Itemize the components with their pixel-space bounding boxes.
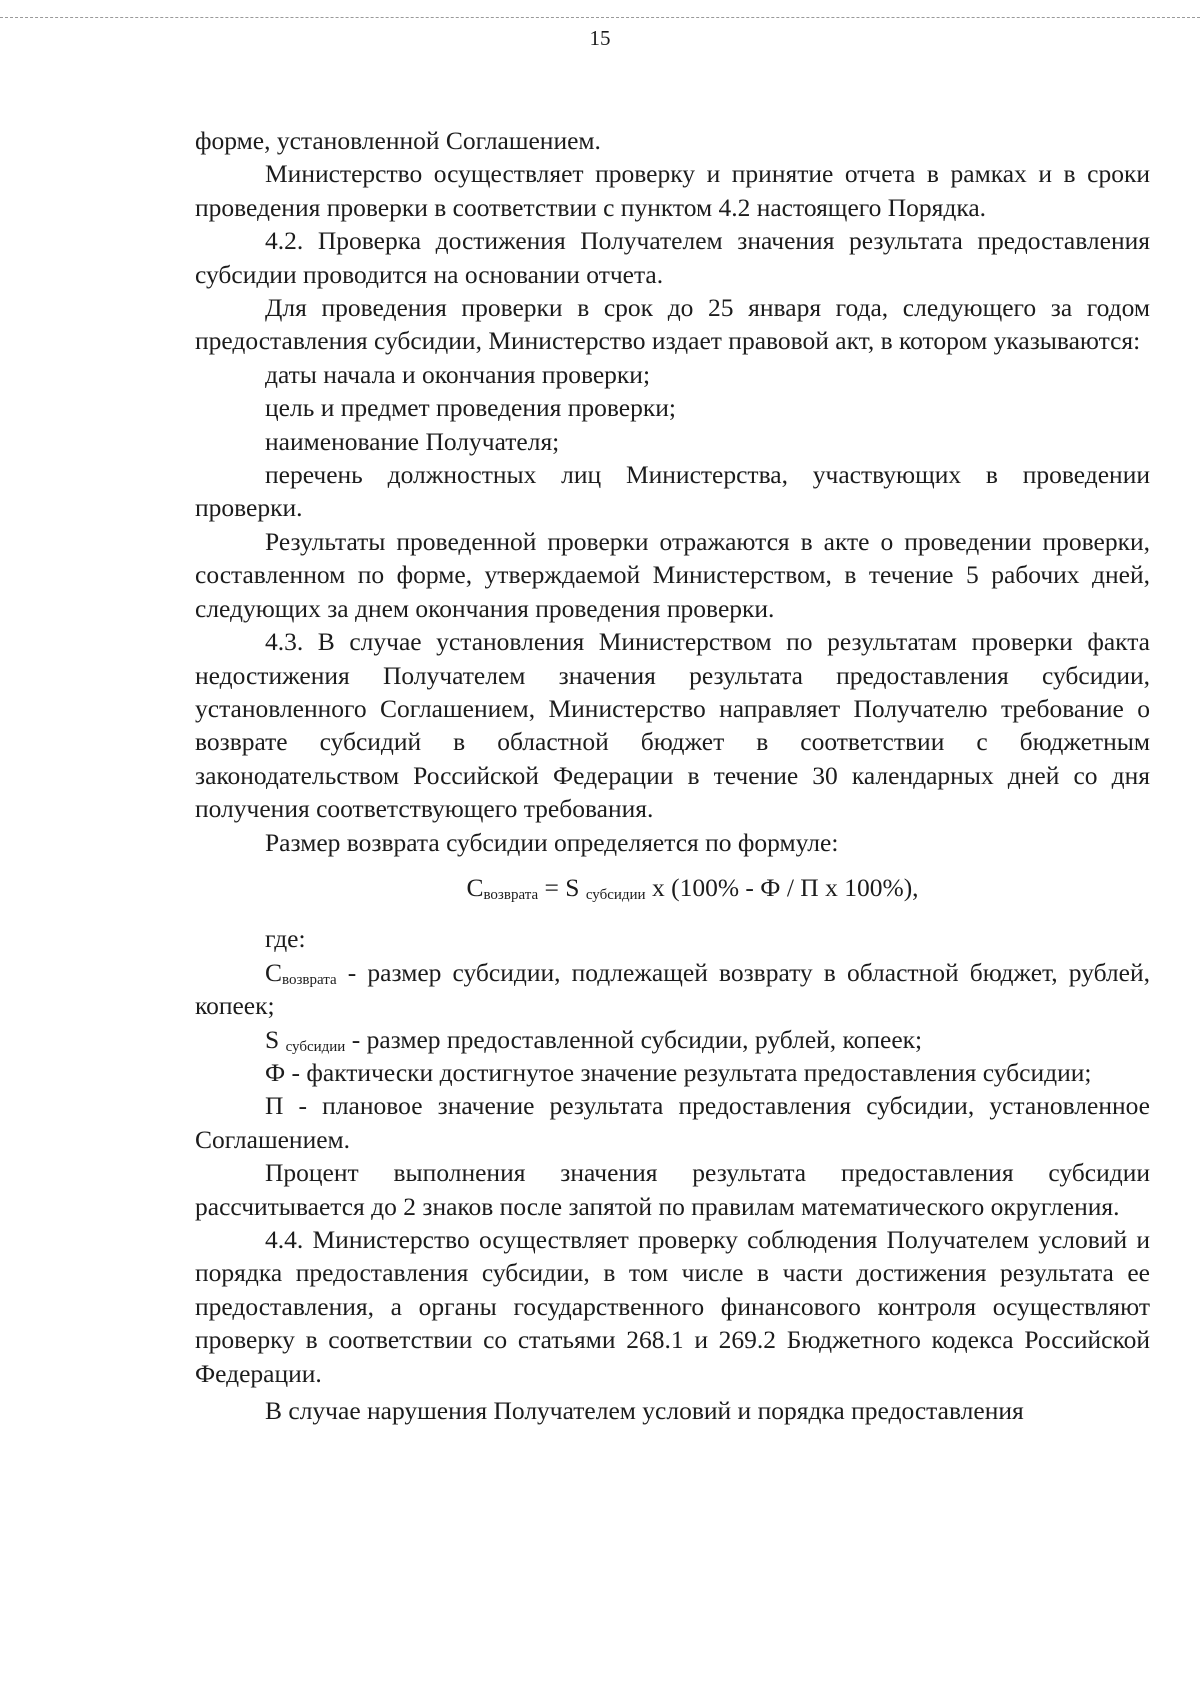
paragraph-formula-intro: Размер возврата субсидии определяется по формуле: xyxy=(265,827,839,857)
paragraph-where: где: xyxy=(265,924,306,954)
definition-c-text: - размер субсидии, подлежащей возврату в областной бюджет, рублей, копеек; xyxy=(195,957,1150,1021)
refund-formula xyxy=(195,871,1150,904)
definition-c xyxy=(195,956,1150,1023)
formula-c-symbol: С xyxy=(466,872,484,902)
formula-c-subscript: возврата xyxy=(483,886,539,903)
paragraph-legal-act: Для проведения проверки в срок до 25 января года, следующего за годом предоставления субсидии, Министерство издает правовой акт, в котором указываются: xyxy=(195,293,1150,356)
definition-c-symbol: С xyxy=(265,957,283,987)
formula-equals: = S xyxy=(538,872,586,902)
page-number: 15 xyxy=(589,26,611,50)
list-item-goal: цель и предмет проведения проверки; xyxy=(265,393,676,423)
formula-s-subscript: субсидии xyxy=(585,886,646,903)
paragraph-rounding: Процент выполнения значения результата предоставления субсидии рассчитывается до 2 знаков после запятой по правилам математического округления. xyxy=(195,1158,1150,1221)
definition-s-text: - размер предоставленной субсидии, рублей, копеек; xyxy=(345,1024,923,1054)
definition-c-subscript: возврата xyxy=(282,971,337,988)
definition-f: Ф - фактически достигнутое значение результата предоставления субсидии; xyxy=(265,1057,1092,1087)
scan-edge-line xyxy=(0,17,1200,20)
definition-s-symbol: S xyxy=(265,1024,286,1054)
paragraph-results: Результаты проведенной проверки отражаются в акте о проведении проверки, составленном по форме, утверждаемой Министерством, в течение 5 рабочих дней, следующих за днем окончания проведения проверки. xyxy=(195,526,1150,623)
paragraph-4-3: 4.3. В случае установления Министерством по результатам проверки факта недостижения Получателем значения результата предоставления субсидии, установленного Соглашением, Министерство направляет Получателю требование о возврате субсидий в областной бюджет в соответствии с бюджетным законодательством Российской Федерации в течение 30 календарных дней со дня получения соответствующего требования. xyxy=(195,627,1150,824)
definition-p: П - плановое значение результата предоставления субсидии, установленное Соглашением. xyxy=(195,1091,1150,1154)
paragraph-4-2: 4.2. Проверка достижения Получателем значения результата предоставления субсидии проводится на основании отчета. xyxy=(195,226,1150,289)
list-item-recipient: наименование Получателя; xyxy=(265,426,560,456)
paragraph-violation: В случае нарушения Получателем условий и порядка предоставления xyxy=(265,1396,1024,1426)
definition-s-subscript: субсидии xyxy=(285,1038,346,1055)
list-item-officials: перечень должностных лиц Министерства, участвующих в проведении проверки. xyxy=(195,460,1150,523)
list-item-dates: даты начала и окончания проверки; xyxy=(265,359,651,389)
formula-expression: x (100% - Ф / П x 100%), xyxy=(645,872,919,902)
document-body xyxy=(195,124,1150,1427)
paragraph-continuation: форме, установленной Соглашением. xyxy=(195,126,601,155)
paragraph-4-4: 4.4. Министерство осуществляет проверку соблюдения Получателем условий и порядка предоставления субсидии, в том числе в части достижения результата ее предоставления, а органы государственного финансового контроля осуществляют проверку в соответствии со статьями 268.1 и 269.2 Бюджетного кодекса Российской Федерации. xyxy=(195,1225,1150,1388)
paragraph-report-check: Министерство осуществляет проверку и принятие отчета в рамках и в сроки проведения проверки в соответствии с пунктом 4.2 настоящего Порядка. xyxy=(195,159,1150,222)
definition-s xyxy=(195,1023,1150,1056)
